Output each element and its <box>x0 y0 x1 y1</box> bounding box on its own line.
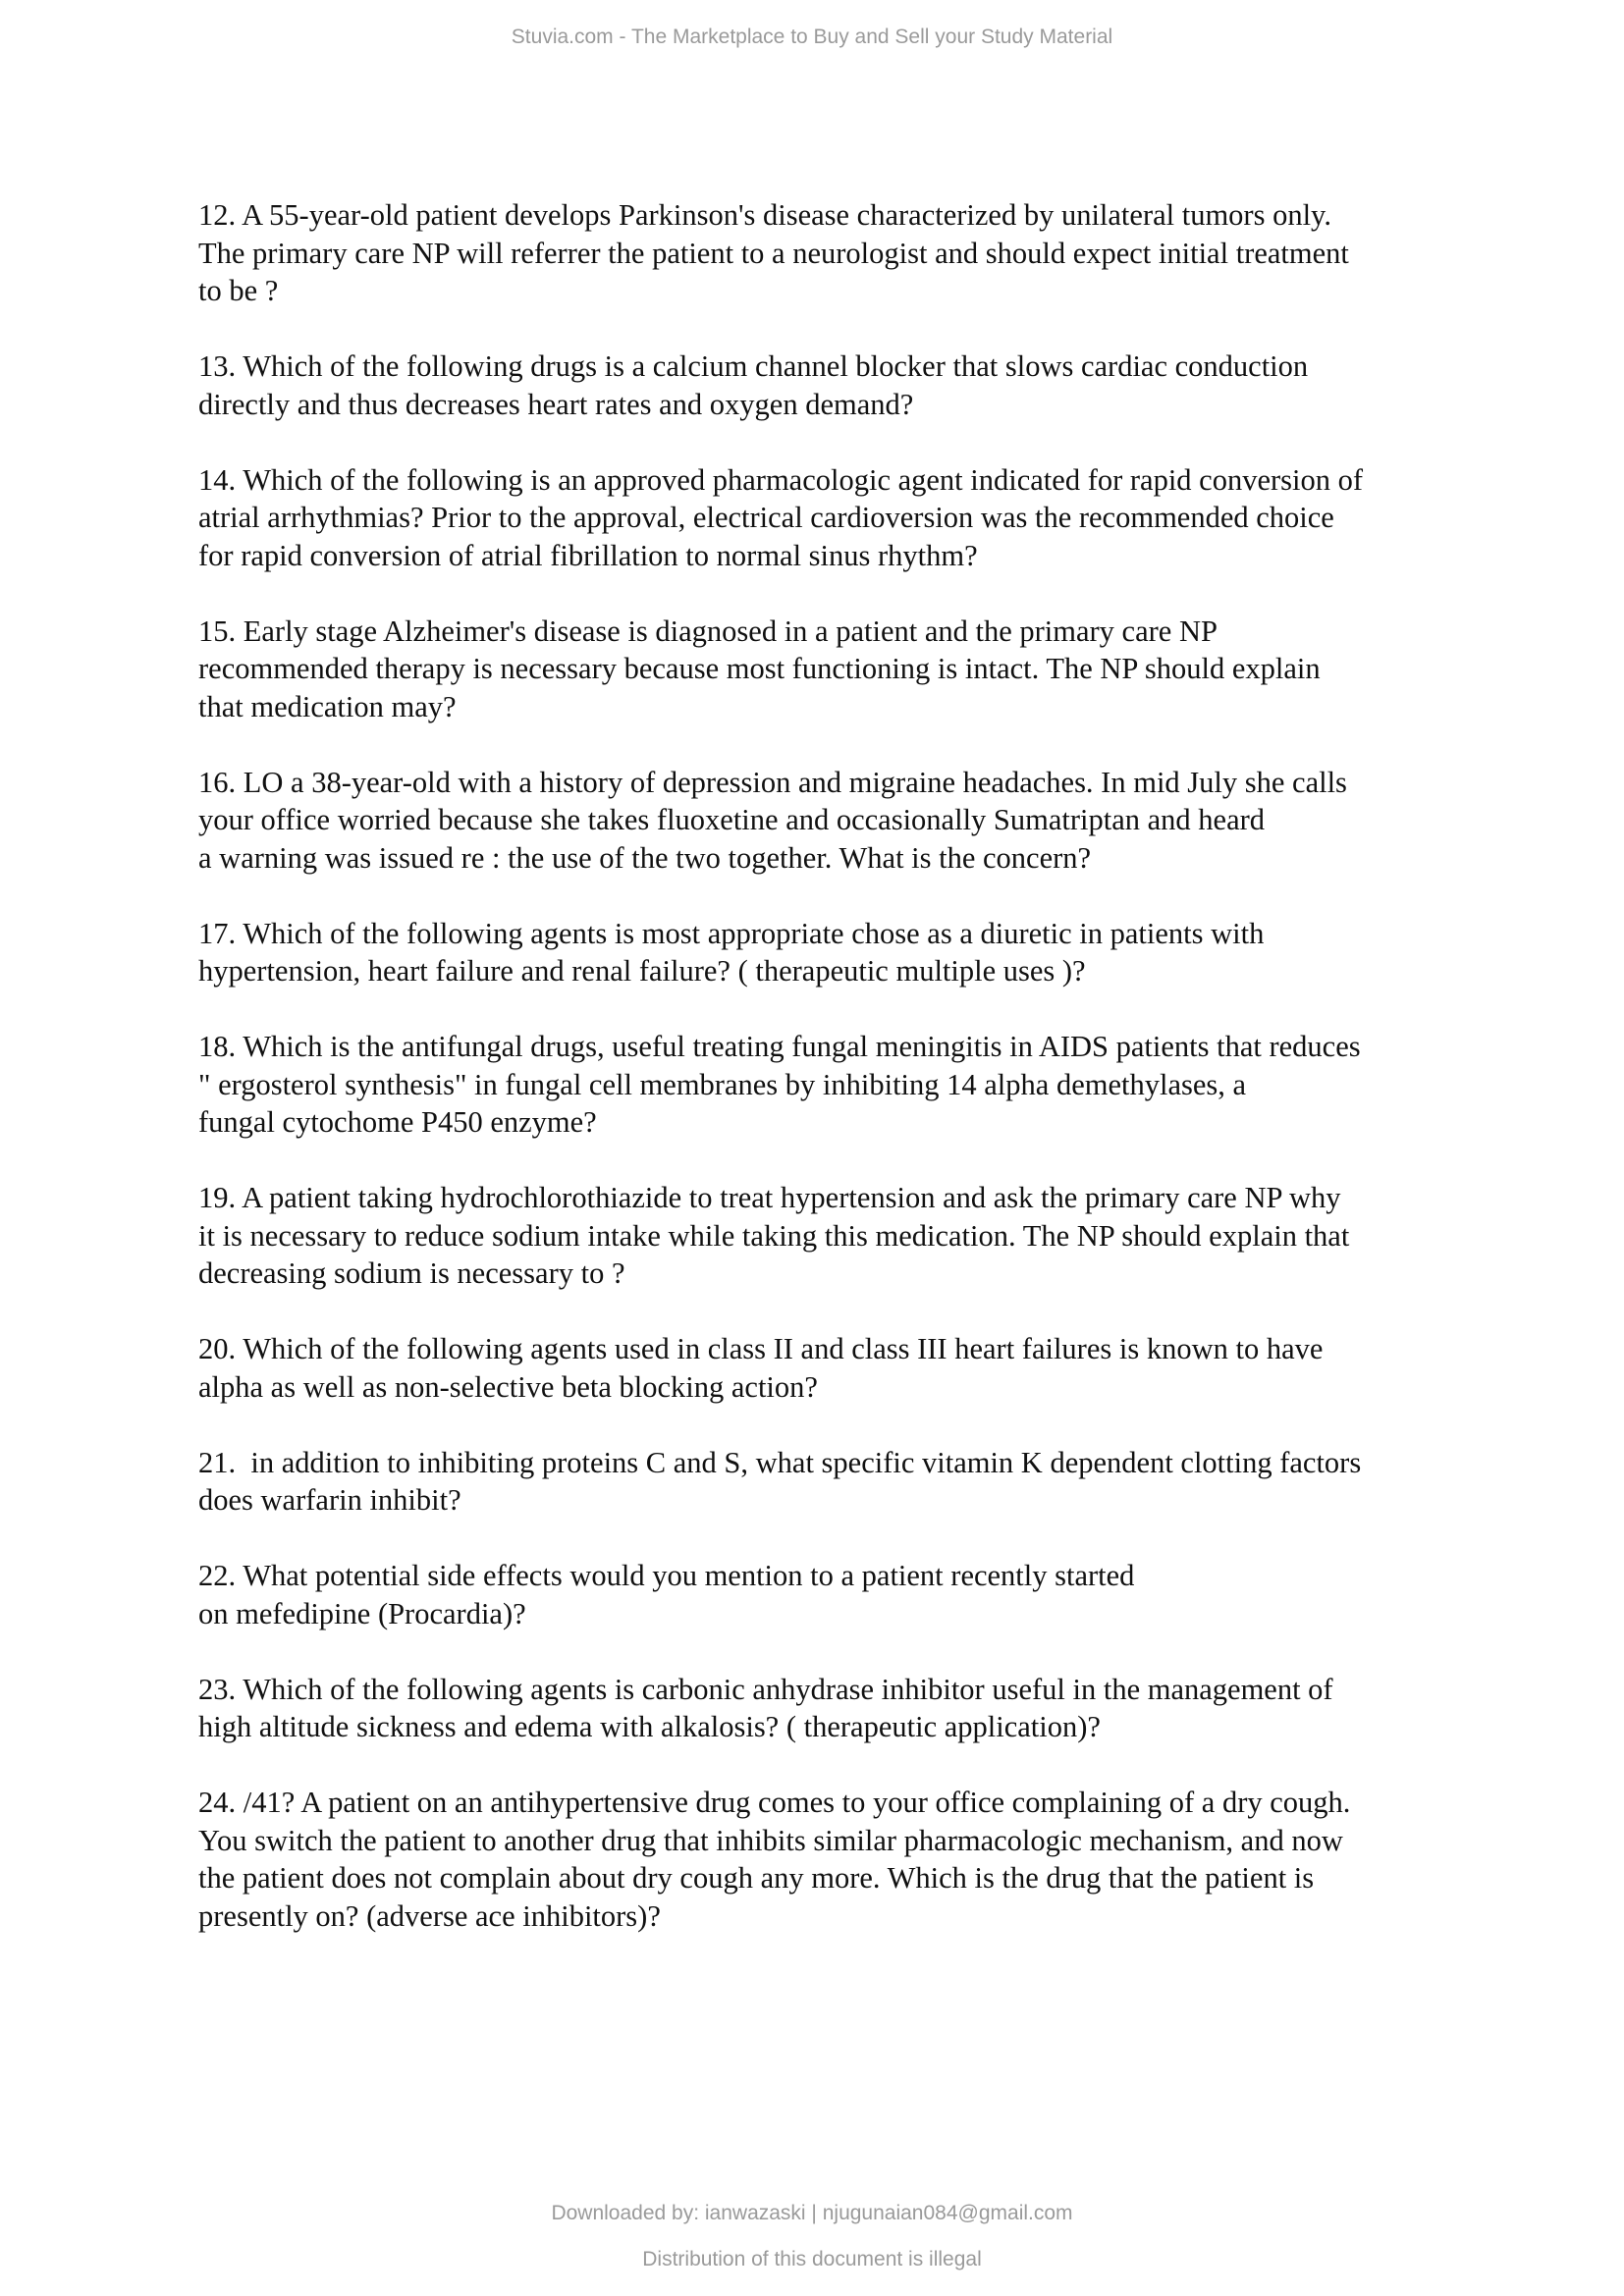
question-line: 12. A 55-year-old patient develops Parkinson's disease characterized by unilateral tumors only. <box>198 198 1331 232</box>
question-line: 21. in addition to inhibiting proteins C and S, what specific vitamin K dependent clotting factors <box>198 1445 1362 1479</box>
question-item <box>198 915 1514 990</box>
question-line: 17. Which of the following agents is most appropriate chose as a diuretic in patients with <box>198 916 1265 950</box>
question-line: 14. Which of the following is an approved pharmacologic agent indicated for rapid conversion of <box>198 462 1364 497</box>
question-line: alpha as well as non-selective beta blocking action? <box>198 1369 818 1404</box>
question-line: 16. LO a 38-year-old with a history of depression and migraine headaches. In mid July she calls <box>198 765 1347 799</box>
question-line: that medication may? <box>198 689 457 723</box>
question-line: " ergosterol synthesis" in fungal cell membranes by inhibiting 14 alpha demethylases, a <box>198 1067 1247 1101</box>
question-line: it is necessary to reduce sodium intake while taking this medication. The NP should explain that <box>198 1218 1350 1253</box>
question-item <box>198 764 1514 878</box>
question-line: decreasing sodium is necessary to ? <box>198 1256 625 1290</box>
distribution-notice: Distribution of this document is illegal <box>642 2248 982 2270</box>
question-line: hypertension, heart failure and renal failure? ( therapeutic multiple uses )? <box>198 954 1086 988</box>
question-item <box>198 1557 1514 1632</box>
downloaded-by-footer: Downloaded by: ianwazaski | njugunaian084@gmail.com <box>551 2202 1073 2224</box>
question-item <box>198 1784 1514 1935</box>
question-item <box>198 1671 1514 1746</box>
question-line: recommended therapy is necessary because most functioning is intact. The NP should explain <box>198 652 1321 685</box>
question-line: a warning was issued re : the use of the two together. What is the concern? <box>198 840 1092 875</box>
question-item <box>198 1028 1514 1142</box>
question-line: your office worried because she takes fluoxetine and occasionally Sumatriptan and heard <box>198 803 1266 836</box>
question-item <box>198 1330 1514 1406</box>
site-header-text: Stuvia.com - The Marketplace to Buy and Sell your Study Material <box>511 26 1113 48</box>
question-line: to be ? <box>198 274 279 307</box>
question-line: 23. Which of the following agents is carbonic anhydrase inhibitor useful in the management of <box>198 1672 1333 1706</box>
question-line: directly and thus decreases heart rates and oxygen demand? <box>198 387 914 421</box>
question-line: on mefedipine (Procardia)? <box>198 1596 526 1630</box>
question-line: atrial arrhythmias? Prior to the approval, electrical cardioversion was the recommended choice <box>198 501 1334 534</box>
document-body <box>198 196 1514 1973</box>
question-item <box>198 196 1514 310</box>
question-line: the patient does not complain about dry cough any more. Which is the drug that the patient is <box>198 1861 1315 1895</box>
question-line: 20. Which of the following agents used in class II and class III heart failures is known to have <box>198 1332 1324 1365</box>
question-item <box>198 347 1514 423</box>
question-line: fungal cytochome P450 enzyme? <box>198 1105 597 1139</box>
question-line: presently on? (adverse ace inhibitors)? <box>198 1898 661 1933</box>
question-line: 15. Early stage Alzheimer's disease is diagnosed in a patient and the primary care NP <box>198 614 1218 648</box>
question-line: 13. Which of the following drugs is a calcium channel blocker that slows cardiac conduction <box>198 349 1309 383</box>
question-line: high altitude sickness and edema with alkalosis? ( therapeutic application)? <box>198 1710 1101 1743</box>
question-line: 19. A patient taking hydrochlorothiazide to treat hypertension and ask the primary care NP why <box>198 1181 1341 1214</box>
question-item <box>198 1444 1514 1520</box>
question-line: for rapid conversion of atrial fibrillation to normal sinus rhythm? <box>198 538 978 572</box>
question-line: The primary care NP will referrer the patient to a neurologist and should expect initial treatment <box>198 236 1349 270</box>
question-line: 24. /41? A patient on an antihypertensive drug comes to your office complaining of a dry cough. <box>198 1786 1351 1819</box>
question-line: 22. What potential side effects would you mention to a patient recently started <box>198 1559 1135 1592</box>
question-item <box>198 613 1514 726</box>
question-line: You switch the patient to another drug that inhibits similar pharmacologic mechanism, and now <box>198 1823 1343 1857</box>
question-line: does warfarin inhibit? <box>198 1483 461 1517</box>
question-item <box>198 1179 1514 1293</box>
question-line: 18. Which is the antifungal drugs, useful treating fungal meningitis in AIDS patients that reduces <box>198 1030 1361 1063</box>
question-item <box>198 461 1514 575</box>
